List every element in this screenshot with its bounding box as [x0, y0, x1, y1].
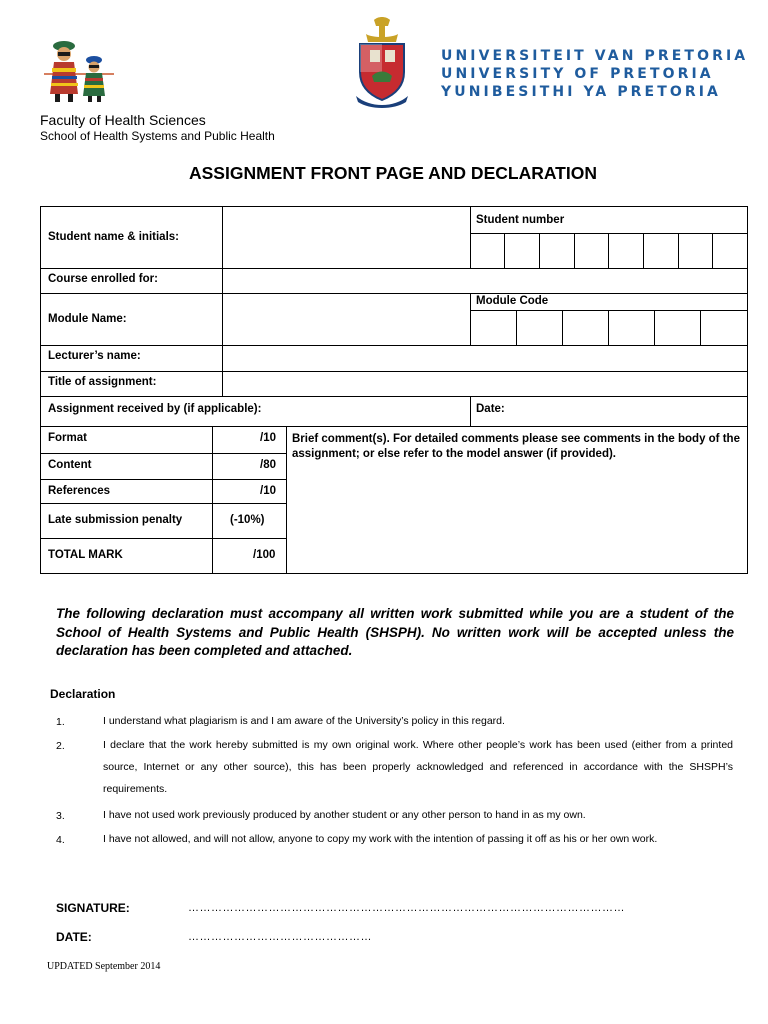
university-name-afrikaans: UNIVERSITEIT VAN PRETORIA	[441, 48, 749, 64]
student-number-label: Student number	[476, 214, 565, 226]
lecturer-label: Lecturer’s name:	[48, 350, 141, 362]
mark-row-label: Content	[48, 459, 92, 471]
brief-comment-label: Brief comment(s). For detailed comments please see comments in the body of the assignment; or else refer to the model answer (if provided).	[292, 433, 740, 460]
declaration-item: I understand what plagiarism is and I am aware of the University’s policy in this regard.	[103, 715, 505, 727]
declaration-item: I have not allowed, and will not allow, anyone to copy my work with the intention of passing it off as his or her own work.	[103, 833, 658, 845]
assignment-title-label: Title of assignment:	[48, 376, 157, 388]
signature-label: SIGNATURE:	[56, 901, 130, 915]
university-crest	[352, 16, 412, 110]
mark-row-value: /10	[260, 432, 276, 444]
date-label: Date:	[476, 403, 505, 415]
received-by-label: Assignment received by (if applicable):	[48, 403, 262, 415]
university-name-english: UNIVERSITY OF PRETORIA	[441, 66, 714, 82]
module-code-label: Module Code	[476, 295, 549, 307]
mark-row-value: (-10%)	[230, 514, 265, 526]
mark-row-label: TOTAL MARK	[48, 549, 123, 561]
mark-row-label: Format	[48, 432, 87, 444]
student-name-label: Student name & initials:	[48, 231, 179, 243]
mark-row-value: /80	[260, 459, 276, 471]
declaration-item: I declare that the work hereby submitted is my own original work. Where other people’s work has been used (either from a printed source, Internet or any other source), this has been properly acknowledged and referenced in accordance with the SHSPH’s requirements.	[103, 739, 733, 795]
course-label: Course enrolled for:	[48, 273, 158, 285]
university-name-sepedi: YUNIBESITHI YA PRETORIA	[441, 84, 721, 100]
declaration-intro: The following declaration must accompany all written work submitted while you are a student of the School of Health Systems and Public Health (SHSPH). No written work will be accepted unless the declaration has been completed and attached.	[56, 606, 734, 658]
module-name-label: Module Name:	[48, 313, 127, 325]
faculty-name: Faculty of Health Sciences	[40, 112, 206, 128]
updated-footer: UPDATED September 2014	[47, 961, 161, 972]
mark-row-label: References	[48, 485, 111, 497]
declaration-heading: Declaration	[50, 687, 116, 701]
mark-row-label: Late submission penalty	[48, 514, 183, 526]
declaration-item-number: 3.	[56, 810, 65, 822]
page-title: ASSIGNMENT FRONT PAGE AND DECLARATION	[188, 163, 597, 183]
declaration-item: I have not used work previously produced by another student or any other person to hand in as my own.	[103, 809, 586, 821]
date-line[interactable]: …………………………………………	[188, 931, 372, 943]
declaration-item-number: 1.	[56, 716, 65, 728]
faculty-logo	[42, 38, 116, 104]
date-sign-label: DATE:	[56, 930, 92, 944]
signature-line[interactable]: ……………………………………………………………………………………………………	[188, 902, 625, 914]
mark-row-value: /10	[260, 485, 276, 497]
assignment-form-table	[40, 206, 748, 574]
declaration-item-number: 2.	[56, 740, 65, 752]
mark-row-value: /100	[253, 549, 276, 561]
declaration-item-number: 4.	[56, 834, 65, 846]
school-name: School of Health Systems and Public Health	[40, 129, 275, 143]
